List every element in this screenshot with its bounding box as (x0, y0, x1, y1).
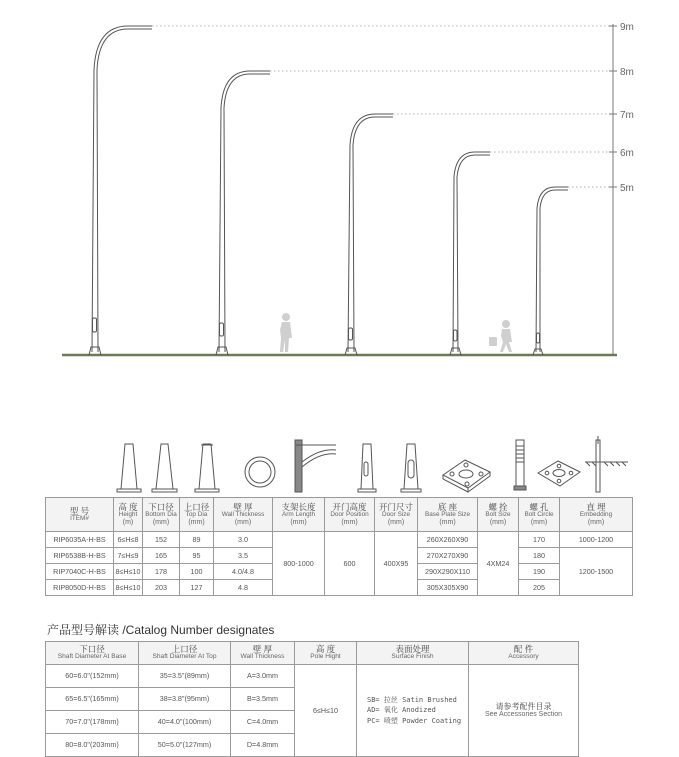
wall-cell: B=3.5mm (231, 688, 295, 711)
header-embedding: 直 埋 Embedding (mm) (560, 498, 633, 532)
catalog-table (45, 641, 579, 757)
pole-5m (533, 187, 568, 355)
embedding-cell: 1000-1200 (560, 532, 633, 548)
height-cell: 8≤H≤10 (114, 564, 143, 580)
arm-length-icon (295, 440, 336, 492)
header-wall-thickness: 壁 厚 Wall Thickness (mm) (214, 498, 273, 532)
finish-option: PC= 喷塑 Powder Coating (367, 716, 462, 725)
wall-thickness-icon (245, 457, 275, 487)
top-diameter-icon (195, 444, 219, 492)
header-shaft-base: 下口径 Shaft Diameter At Base (46, 642, 139, 665)
bottom-dia-cell: 152 (143, 532, 180, 548)
door-position-icon (358, 444, 376, 492)
embedding-icon (585, 436, 628, 492)
shaft-base-cell: 80=8.0"(203mm) (46, 734, 139, 757)
shaft-base-cell: 65=6.5"(165mm) (46, 688, 139, 711)
shaft-top-cell: 35=3.5"(89mm) (139, 665, 231, 688)
shaft-base-cell: 60=6.0"(152mm) (46, 665, 139, 688)
header-height: 高 度 Height (m) (114, 498, 143, 532)
arm-length-cell: 800-1000 (273, 532, 325, 596)
base-plate-cell: 305X305X90 (418, 580, 478, 596)
wall-cell: 3.0 (214, 532, 273, 548)
spec-header-row (46, 498, 633, 532)
item-cell: RIP8050D-H-BS (46, 580, 114, 596)
base-plate-icon (443, 460, 490, 492)
surface-finish-cell (357, 665, 469, 757)
pole-8m (216, 71, 270, 355)
height-label-6m: 6m (620, 148, 634, 159)
header-bottom-dia: 下口径 Bottom Dia (mm) (143, 498, 180, 532)
bottom-dia-cell: 178 (143, 564, 180, 580)
finish-option: SB= 拉丝 Satin Brushed (367, 696, 457, 705)
header-pole-height: 高 度 Pole Hight (295, 642, 357, 665)
header-door-position: 开门高度 Door Position (mm) (325, 498, 375, 532)
header-arm-length: 支架长度 Arm Length (mm) (273, 498, 325, 532)
pole-6m (450, 152, 490, 355)
height-cell: 8≤H≤10 (114, 580, 143, 596)
wall-cell: A=3.0mm (231, 665, 295, 688)
bolt-size-cell: 4XM24 (478, 532, 519, 596)
height-label-5m: 5m (620, 183, 634, 194)
top-dia-cell: 127 (180, 580, 214, 596)
pole-7m (345, 114, 393, 355)
height-scale (609, 24, 617, 355)
door-size-cell: 400X95 (375, 532, 418, 596)
header-bolt-size: 螺 拴 Bolt Size (mm) (478, 498, 519, 532)
top-dia-cell: 89 (180, 532, 214, 548)
height-cell: 7≤H≤9 (114, 548, 143, 564)
header-door-size: 开门尺寸 Door Size (mm) (375, 498, 418, 532)
header-bolt-circle: 螺 孔 Bolt Circle (mm) (519, 498, 560, 532)
header-surface-finish: 表面处理 Surface Finish (357, 642, 469, 665)
base-plate-cell: 290X290X110 (418, 564, 478, 580)
pole-height-cell: 6≤H≤10 (295, 665, 357, 757)
catalog-header-row (46, 642, 579, 665)
door-size-icon (401, 444, 421, 492)
accessory-zh: 请参考配件目录 (495, 701, 552, 711)
item-cell: RIP6538B-H-BS (46, 548, 114, 564)
bolt-circle-cell: 170 (519, 532, 560, 548)
header-item: 型 号 ITEM# (46, 498, 114, 532)
bolt-circle-icon (538, 461, 580, 486)
top-dia-cell: 95 (180, 548, 214, 564)
header-top-dia: 上口径 Top Dia (mm) (180, 498, 214, 532)
height-cell: 6≤H≤8 (114, 532, 143, 548)
wall-cell: 4.8 (214, 580, 273, 596)
base-plate-cell: 260X260X90 (418, 532, 478, 548)
pole-height-icon (117, 444, 141, 492)
wall-cell: C=4.0mm (231, 711, 295, 734)
embedding-cell: 1200-1500 (560, 548, 633, 596)
height-label-8m: 8m (620, 67, 634, 78)
pole-9m (89, 26, 152, 355)
catalog-section-title: 产品型号解读 /Catalog Number designates (47, 623, 275, 637)
height-label-7m: 7m (620, 110, 634, 121)
header-accessory: 配 件 Accessory (469, 642, 579, 665)
shopper-person-icon (489, 320, 512, 352)
bolt-circle-cell: 190 (519, 564, 560, 580)
table-row (46, 532, 633, 548)
bottom-dia-cell: 165 (143, 548, 180, 564)
bolt-circle-cell: 205 (519, 580, 560, 596)
finish-option: AD= 氧化 Anodized (367, 706, 436, 715)
header-wall-thickness: 壁 厚 Wall Thickness (231, 642, 295, 665)
wall-cell: D=4.8mm (231, 734, 295, 757)
shaft-top-cell: 40=4.0"(100mm) (139, 711, 231, 734)
table-row (46, 665, 579, 688)
wall-cell: 3.5 (214, 548, 273, 564)
walking-person-icon (280, 313, 292, 352)
bottom-dia-cell: 203 (143, 580, 180, 596)
base-plate-cell: 270X270X90 (418, 548, 478, 564)
bolt-circle-cell: 180 (519, 548, 560, 564)
header-base-plate: 底 座 Base Plate Size (mm) (418, 498, 478, 532)
item-cell: RIP7040C-H-BS (46, 564, 114, 580)
height-label-9m: 9m (620, 22, 634, 33)
accessory-cell (469, 665, 579, 757)
shaft-base-cell: 70=7.0"(178mm) (46, 711, 139, 734)
header-shaft-top: 上口径 Shaft Diameter At Top (139, 642, 231, 665)
wall-cell: 4.0/4.8 (214, 564, 273, 580)
component-icons (117, 436, 628, 492)
top-dia-cell: 100 (180, 564, 214, 580)
accessory-en: See Accessories Section (484, 711, 563, 719)
bottom-diameter-icon (152, 444, 177, 492)
shaft-top-cell: 38=3.8"(95mm) (139, 688, 231, 711)
item-cell: RIP6035A-H-BS (46, 532, 114, 548)
door-position-cell: 600 (325, 532, 375, 596)
bolt-icon (514, 440, 526, 490)
spec-table (45, 497, 633, 596)
shaft-top-cell: 50=5.0"(127mm) (139, 734, 231, 757)
